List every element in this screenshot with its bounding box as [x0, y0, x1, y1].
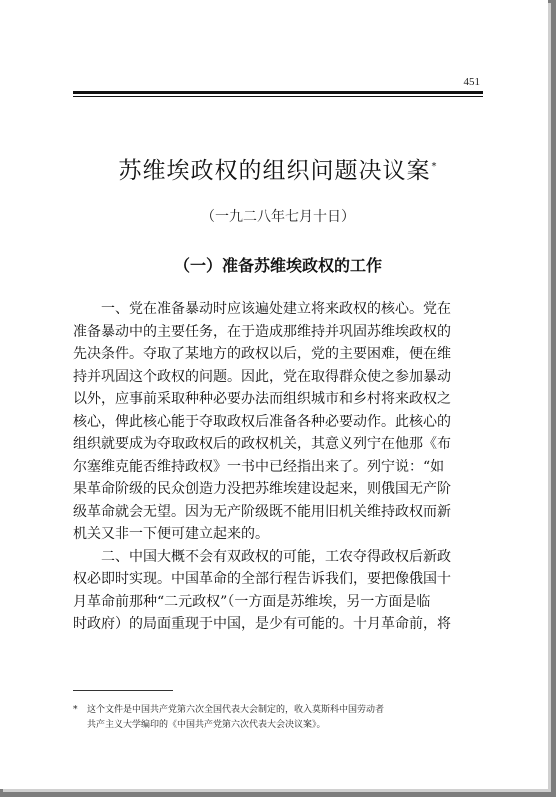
body-line: 时政府）的局面重现于中国，是少有可能的。十月革命前，将	[73, 616, 451, 632]
title-footnote-mark: *	[431, 161, 438, 173]
body-line: 持并巩固这个政权的问题。因此，党在取得群众使之参加暴动	[73, 368, 451, 385]
body-line: 月革命前那种“二元政权”（一方面是苏维埃，另一方面是临	[73, 593, 431, 610]
header-rule-thin	[73, 96, 483, 97]
title-text: 苏维埃政权的组织问题决议案	[118, 158, 431, 184]
footnote	[73, 703, 483, 733]
body-line: 二、中国大概不会有双政权的可能，工农夺得政权后新政	[101, 548, 451, 565]
body-text	[73, 298, 483, 636]
body-line: 先决条件。夺取了某地方的政权以后，党的主要困难，便在维	[73, 346, 451, 362]
body-line: 准备暴动中的主要任务，在于造成那维持并巩固苏维埃政权的	[73, 323, 451, 340]
body-line: 核心，俾此核心能于夺取政权后准备各种必要动作。此核心的	[73, 413, 451, 430]
footnote-rule	[73, 690, 173, 691]
footnote-text: 这个文件是中国共产党第六次全国代表大会制定的，收入莫斯科中国劳动者	[87, 705, 385, 715]
footnote-line: 共产主义大学编印的《中国共产党第六次代表大会决议案》。	[87, 720, 326, 730]
body-line: 组织就要成为夺取政权后的政权机关，其意义列宁在他那《布	[73, 436, 451, 452]
document-title	[73, 152, 483, 185]
footnote-mark: *	[73, 705, 78, 715]
body-line: 权必即时实现。中国革命的全部行程告诉我们，要把像俄国十	[73, 571, 451, 587]
body-line: 果革命阶级的民众创造力没把苏维埃建设起来，则俄国无产阶	[73, 481, 451, 497]
header-rule-thick	[73, 91, 483, 94]
body-line: 级革命就会无望。因为无产阶级既不能用旧机关维持政权而新	[73, 503, 451, 520]
body-line: 一、党在准备暴动时应该遍处建立将来政权的核心。党在	[101, 301, 451, 317]
section-heading: （一）准备苏维埃政权的工作	[173, 256, 382, 275]
document-date: （一九二八年七月十日）	[201, 209, 355, 225]
body-line: 尔塞维克能否维持政权》一书中已经指出来了。列宁说：“如	[73, 458, 445, 475]
body-line: 以外，应事前采取种种必要办法而组织城市和乡村将来政权之	[73, 391, 451, 407]
page-number: 451	[463, 76, 480, 88]
footnote-line	[73, 703, 483, 718]
body-line: 机关又非一下便可建立起来的。	[73, 526, 269, 542]
